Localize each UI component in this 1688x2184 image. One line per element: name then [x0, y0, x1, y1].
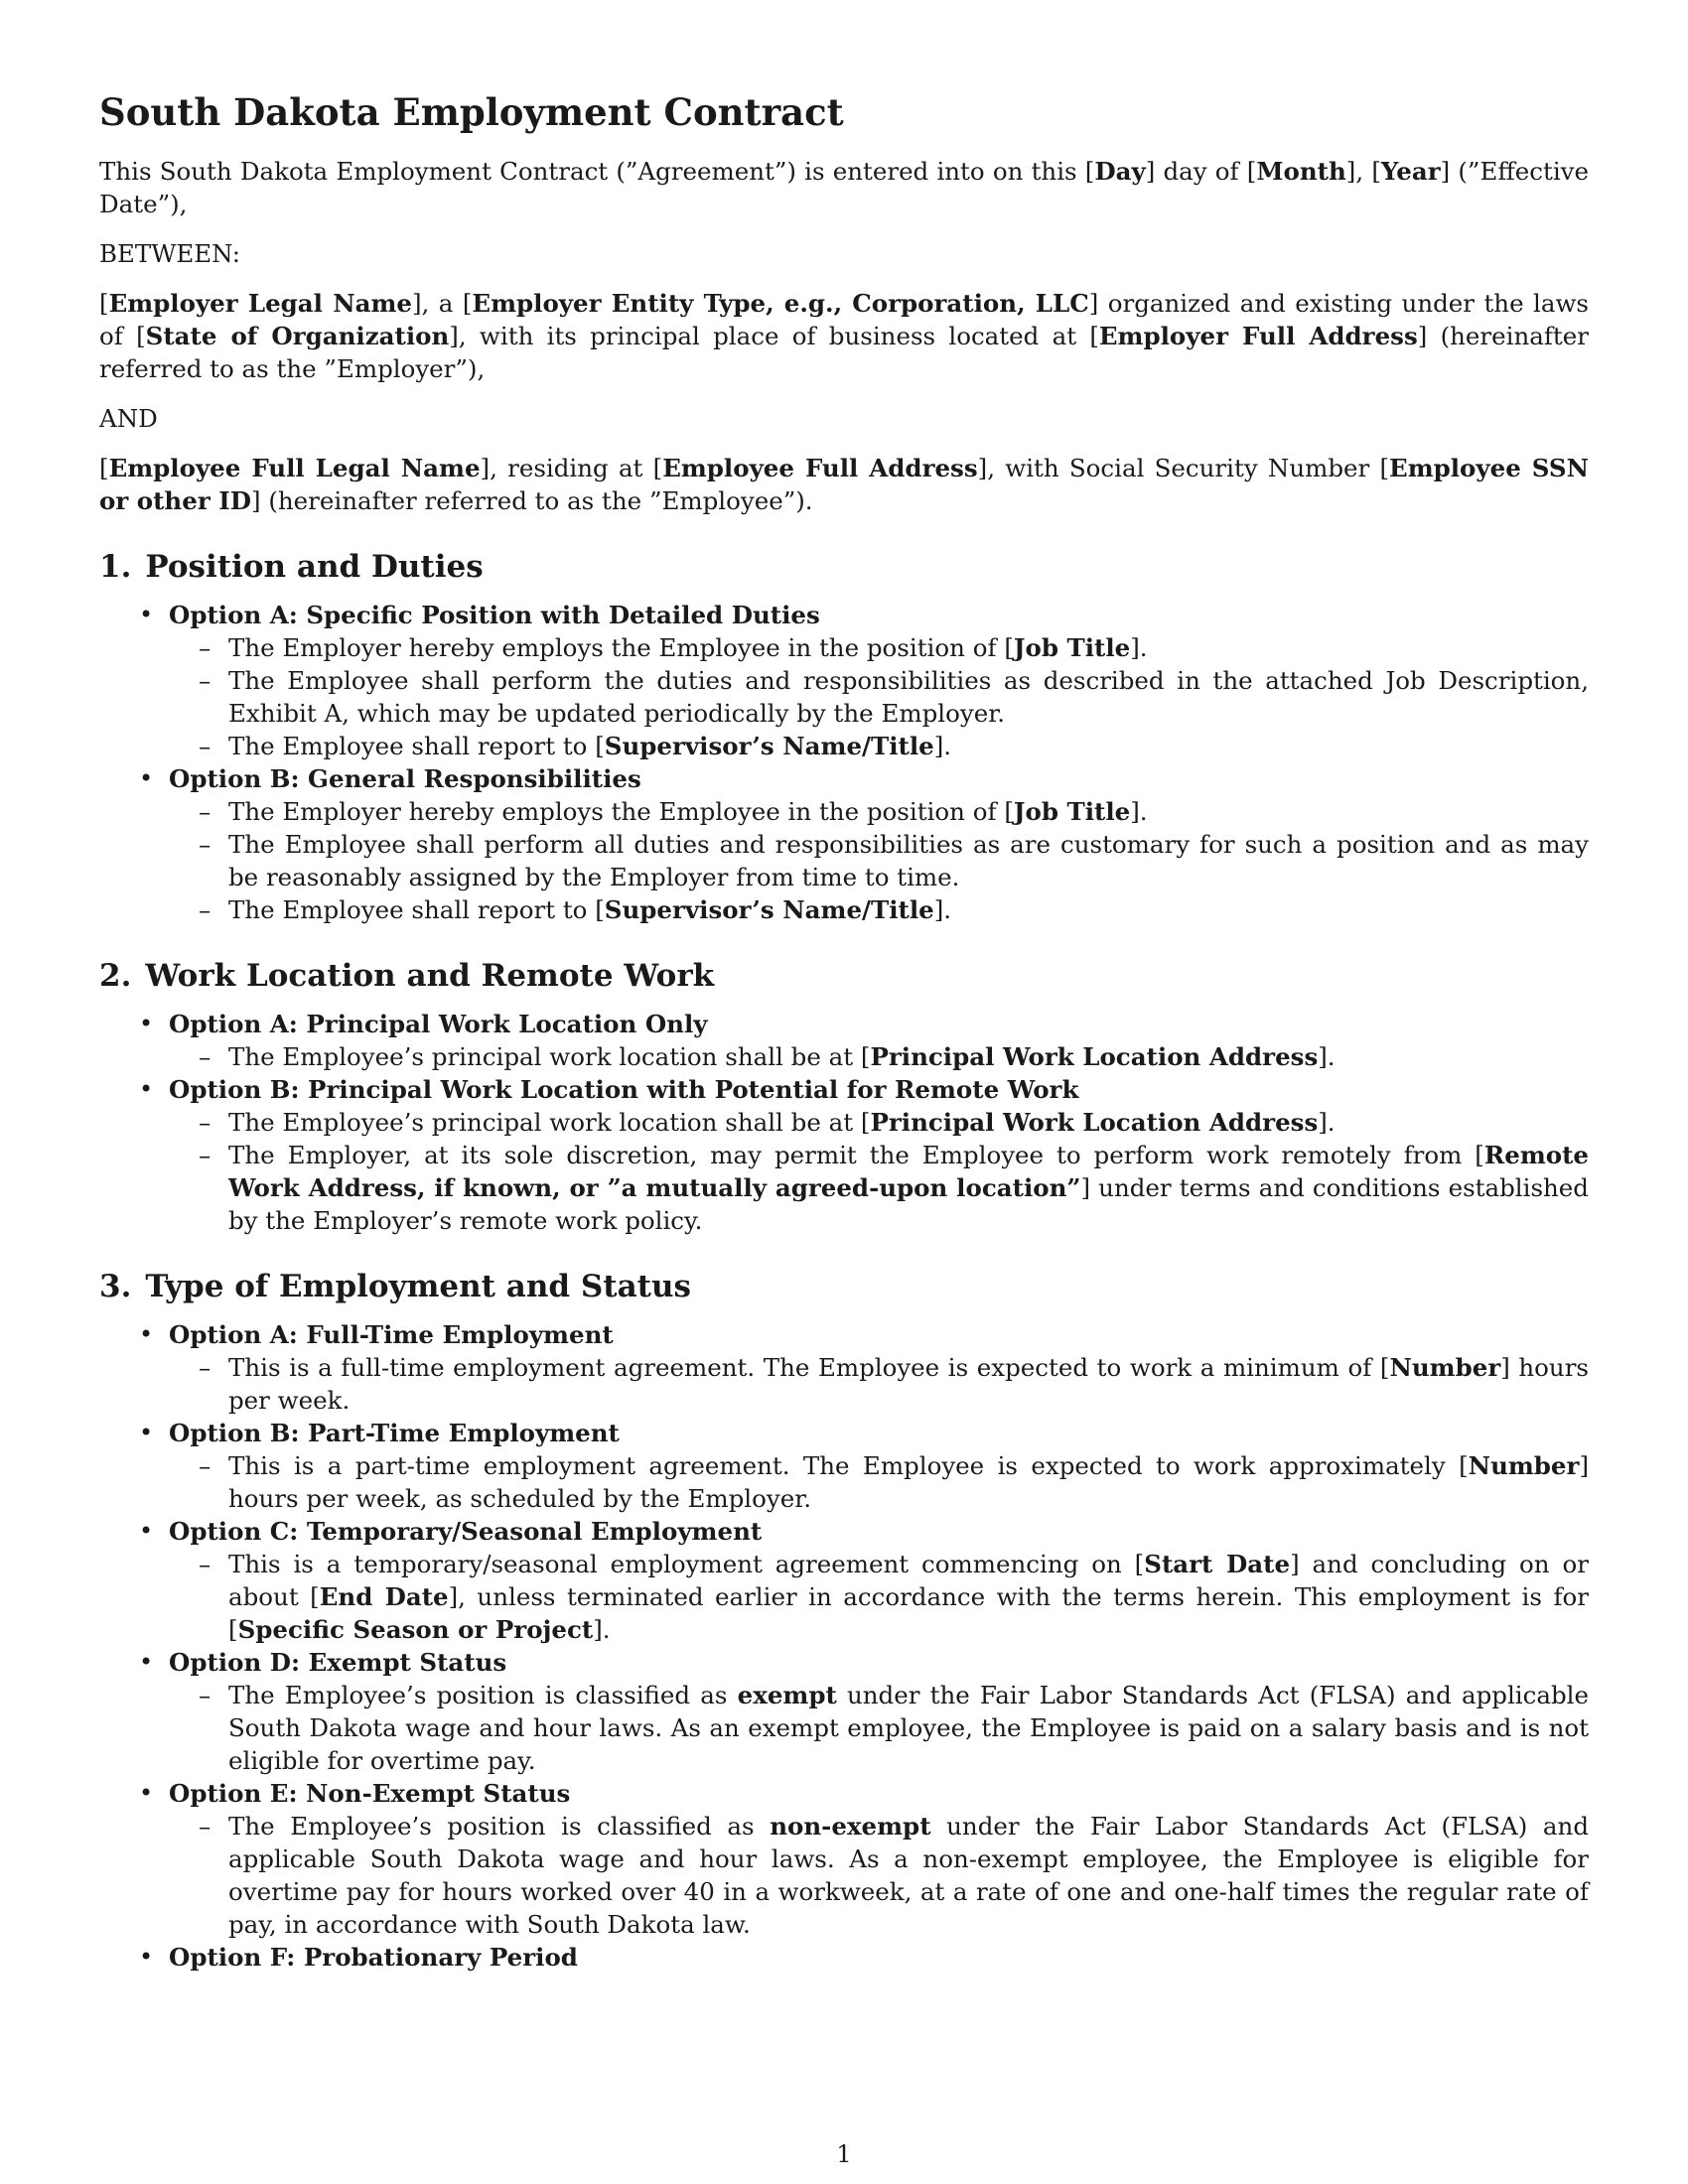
section-title: Position and Duties	[145, 549, 484, 585]
option-title: • Option B: Part-Time Employment	[169, 1419, 620, 1447]
page-number: 1	[836, 2140, 852, 2168]
employer-text: ] (hereinafter referred to as the ”Employer”),	[99, 322, 1589, 383]
clause-text: under the Fair Labor Standards Act (FLSA) and applicable South Dakota wage and hour laws. As a non-exempt employee, the Employee is eligible for overtime pay for hours worked over 40 in a workweek, at a rate of one and one-half times the regular rate of pay, in accordance with South Dakota law.	[228, 1812, 1589, 1939]
sub-item	[228, 795, 1589, 828]
sub-item: – The Employee shall perform the duties and responsibilities as described in the attached Job Description, Exhibit A, which may be updated periodically by the Employer.	[228, 664, 1589, 730]
clause-text: The Employee’s position is classified as	[228, 1812, 771, 1841]
end-date-placeholder: End Date	[319, 1582, 449, 1611]
option-list	[99, 599, 1589, 926]
employer-text: ] organized and existing under the laws of [	[99, 289, 1590, 350]
sub-item	[228, 730, 1589, 762]
option-item	[169, 1008, 1589, 1073]
sub-item	[228, 1810, 1589, 1941]
employee-name-placeholder: Employee Full Legal Name	[108, 454, 481, 482]
intro-text: This South Dakota Employment Contract (”Agreement”) is entered into on this [	[99, 157, 1095, 186]
employer-entity-placeholder: Employer Entity Type, e.g., Corporation, LLC	[472, 289, 1089, 318]
sub-item	[228, 1679, 1589, 1777]
clause-text: ].	[1318, 1108, 1336, 1137]
option-item	[169, 1417, 1589, 1515]
sub-list	[169, 1449, 1589, 1515]
option-list	[99, 1008, 1589, 1237]
remote-address-placeholder: Remote Work Address, if known, or ”a mutually agreed-upon location”	[228, 1141, 1589, 1202]
state-placeholder: State of Organization	[145, 322, 450, 350]
sub-list	[169, 1351, 1589, 1417]
section-title: Work Location and Remote Work	[145, 958, 715, 994]
clause-text: This is a part-time employment agreement. The Employee is expected to work approximately [	[228, 1451, 1469, 1480]
section-number: 3.	[99, 1269, 132, 1304]
option-title: • Option B: Principal Work Location with Potential for Remote Work	[169, 1075, 1079, 1104]
employer-text: [	[99, 289, 109, 318]
sub-item	[228, 1139, 1589, 1237]
option-title: • Option B: General Responsibilities	[169, 764, 641, 793]
section-number: 1.	[99, 549, 132, 585]
clause-text: ].	[933, 732, 952, 760]
option-title: • Option A: Specific Position with Detailed Duties	[169, 601, 820, 629]
year-placeholder: Year	[1380, 157, 1441, 186]
option-item	[169, 1318, 1589, 1417]
section-heading	[99, 956, 1589, 996]
employee-paragraph	[99, 452, 1589, 517]
employer-address-placeholder: Employer Full Address	[1098, 322, 1418, 350]
option-item	[169, 1941, 1589, 1974]
option-title: • Option D: Exempt Status	[169, 1648, 507, 1677]
clause-text: ].	[593, 1615, 611, 1644]
day-placeholder: Day	[1094, 157, 1146, 186]
option-title: • Option A: Principal Work Location Only	[169, 1010, 708, 1038]
employer-name-placeholder: Employer Legal Name	[108, 289, 412, 318]
section-title: Type of Employment and Status	[145, 1269, 691, 1304]
clause-text: The Employee shall report to [	[228, 895, 605, 924]
option-item	[169, 1646, 1589, 1777]
intro-paragraph	[99, 155, 1589, 220]
section-number: 2.	[99, 958, 132, 994]
sub-list	[169, 1106, 1589, 1237]
option-title: • Option F: Probationary Period	[169, 1943, 578, 1972]
employee-text: ], residing at [	[480, 454, 663, 482]
clause-text: ].	[933, 895, 952, 924]
sub-list	[169, 631, 1589, 762]
start-date-placeholder: Start Date	[1144, 1550, 1291, 1578]
section-heading	[99, 547, 1589, 587]
sub-item	[228, 1106, 1589, 1139]
clause-text: ].	[1130, 633, 1148, 662]
number-placeholder: Number	[1468, 1451, 1580, 1480]
sub-item	[228, 1449, 1589, 1515]
clause-text: The Employee’s position is classified as	[228, 1681, 738, 1709]
employee-address-placeholder: Employee Full Address	[662, 454, 978, 482]
employer-text: ], a [	[411, 289, 473, 318]
sub-list	[169, 1679, 1589, 1777]
option-list	[99, 1318, 1589, 1974]
sub-item	[228, 893, 1589, 926]
sub-item	[228, 1040, 1589, 1073]
employee-text: [	[99, 454, 109, 482]
clause-text: The Employee’s principal work location shall be at [	[228, 1108, 871, 1137]
option-title: • Option E: Non-Exempt Status	[169, 1779, 571, 1808]
section-heading	[99, 1267, 1589, 1306]
employee-ssn-placeholder: Employee SSN or other ID	[99, 454, 1590, 515]
supervisor-placeholder: Supervisor’s Name/Title	[604, 895, 934, 924]
between-label: BETWEEN:	[99, 239, 240, 268]
option-title: • Option C: Temporary/Seasonal Employment	[169, 1517, 763, 1546]
document-content	[99, 89, 1589, 1974]
clause-text: ] and concluding on or about [	[228, 1550, 1589, 1611]
sub-item	[228, 1351, 1589, 1417]
clause-text: ].	[1318, 1042, 1336, 1071]
sub-item	[228, 631, 1589, 664]
location-placeholder: Principal Work Location Address	[870, 1108, 1319, 1137]
employee-text: ], with Social Security Number [	[977, 454, 1390, 482]
clause-text: ] under terms and conditions established by the Employer’s remote work policy.	[228, 1173, 1589, 1235]
employer-text: ], with its principal place of business located at [	[449, 322, 1099, 350]
clause-text: This is a temporary/seasonal employment agreement commencing on [	[228, 1550, 1145, 1578]
sub-list	[169, 795, 1589, 926]
clause-text: ] hours per week, as scheduled by the Employer.	[228, 1451, 1589, 1513]
supervisor-placeholder: Supervisor’s Name/Title	[604, 732, 934, 760]
sub-list	[169, 1548, 1589, 1646]
exempt-term: exempt	[737, 1681, 837, 1709]
and-label: AND	[99, 404, 158, 433]
option-item	[169, 1777, 1589, 1941]
clause-text: ] hours per week.	[228, 1353, 1589, 1415]
clause-text: This is a full-time employment agreement. The Employee is expected to work a minimum of [	[228, 1353, 1390, 1382]
option-item	[169, 762, 1589, 926]
option-item	[169, 1515, 1589, 1646]
clause-text: The Employee’s principal work location shall be at [	[228, 1042, 871, 1071]
sub-list	[169, 1810, 1589, 1941]
document-title: South Dakota Employment Contract	[99, 90, 844, 134]
option-title: • Option A: Full-Time Employment	[169, 1320, 614, 1349]
location-placeholder: Principal Work Location Address	[870, 1042, 1319, 1071]
clause-text: ], unless terminated earlier in accordance with the terms herein. This employment is for [	[228, 1582, 1589, 1644]
sub-item	[228, 1548, 1589, 1646]
clause-text: The Employer, at its sole discretion, may permit the Employee to perform work remotely from [	[228, 1141, 1484, 1169]
clause-text: ].	[1130, 797, 1148, 826]
non-exempt-term: non-exempt	[770, 1812, 931, 1841]
sub-item: – The Employee shall perform all duties and responsibilities as are customary for such a position and as may be reasonably assigned by the Employer from time to time.	[228, 828, 1589, 893]
option-item	[169, 1073, 1589, 1237]
intro-text: ] (”Effective Date”),	[99, 157, 1589, 218]
clause-text: The Employer hereby employs the Employee in the position of [	[228, 633, 1014, 662]
sub-list	[169, 1040, 1589, 1073]
season-placeholder: Specific Season or Project	[237, 1615, 594, 1644]
clause-text: under the Fair Labor Standards Act (FLSA) and applicable South Dakota wage and hour laws. As an exempt employee, the Employee is paid on a salary basis and is not eligible for overtime pay.	[228, 1681, 1589, 1775]
employer-paragraph	[99, 287, 1589, 385]
job-title-placeholder: Job Title	[1013, 633, 1131, 662]
option-item	[169, 599, 1589, 762]
intro-text: ], [	[1345, 157, 1381, 186]
number-placeholder: Number	[1389, 1353, 1501, 1382]
clause-text: The Employer hereby employs the Employee in the position of [	[228, 797, 1014, 826]
clause-text: The Employee shall report to [	[228, 732, 605, 760]
employee-text: ] (hereinafter referred to as the ”Employee”).	[250, 486, 813, 515]
job-title-placeholder: Job Title	[1013, 797, 1131, 826]
month-placeholder: Month	[1256, 157, 1346, 186]
intro-text: ] day of [	[1145, 157, 1257, 186]
